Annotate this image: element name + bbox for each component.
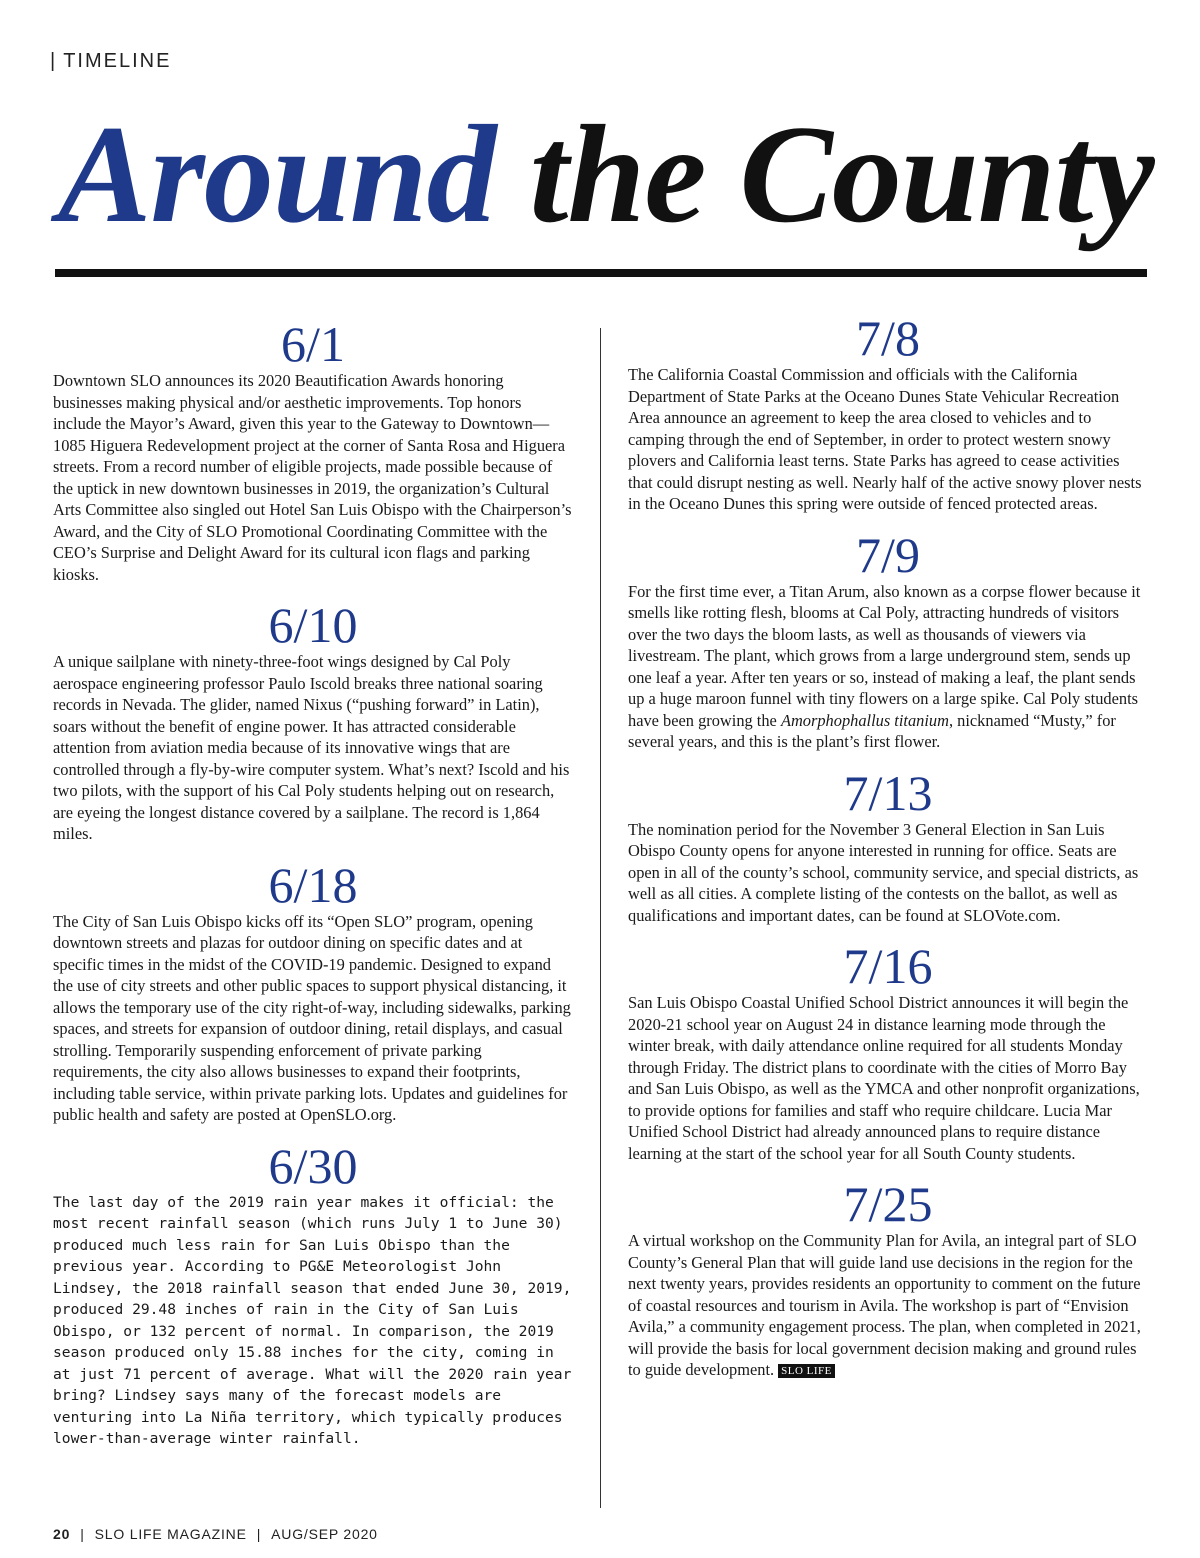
entry-date: 7/16 — [843, 938, 933, 994]
magazine-name: SLO LIFE MAGAZINE — [94, 1526, 247, 1542]
entry-date: 6/18 — [268, 856, 358, 913]
entry-date: 7/9 — [856, 526, 920, 583]
section-bar: | — [50, 50, 56, 72]
entry-text: The City of San Luis Obispo kicks off its “Open SLO” program, opening downtown streets and plazas for outdoor dining on specific dates and at specific times in the midst of the COVID-19 pandemic. Designed to expand the use of city streets and other public spaces to support physical distancing, it allows the temporary use of the city right-of-way, including sidewalks, parking spaces, and streets for expansion of outdoor dining, retail displays, and casual strolling. Temporarily suspending enforcement of private parking requirements, the city also allows businesses to expand their footprints, including table service, within private parking lots. Updates and guidelines for public health and safety are posted at OpenSLO.org. — [53, 911, 571, 1124]
timeline-entry-7-16 — [628, 940, 1148, 1164]
section-label-text: TIMELINE — [63, 50, 172, 72]
entry-text — [628, 581, 1148, 753]
timeline-entry-7-8 — [628, 312, 1148, 515]
entry-text-part: For the first time ever, a Titan Arum, also known as a corpse flower because it smells like rotting flesh, blooms at Cal Poly, attracting hundreds of visitors over the two days the bloom lasts, as well as thousands of viewers via livestream. The plant, which grows from a large underground stem, sends up one leaf a year. After ten years or so, instead of making a leaf, the plant sends up a huge maroon funnel with tiny flowers on a large spike. Cal Poly students have been growing the — [628, 581, 1141, 730]
entry-date: 6/10 — [268, 597, 358, 653]
timeline-entry-6-10 — [53, 599, 573, 845]
entry-date: 7/13 — [843, 764, 933, 821]
entry-text: The California Coastal Commission and officials with the California Department of State Parks at the Oceano Dunes State Vehicular Recreation Area announce an agreement to keep the area closed to vehicles and to camping through the end of September, in order to protect western snowy plovers and California least terns. State Parks has agreed to cease activities that could disrupt nesting as well. Nearly half of the active snowy plover nests in the Oceano Dunes this spring were outside of fenced protected areas. — [628, 365, 1142, 513]
timeline-entry-6-18 — [53, 856, 573, 1126]
entry-date: 7/8 — [856, 310, 920, 366]
page-footer — [53, 1526, 378, 1542]
entry-date: 6/30 — [268, 1137, 358, 1194]
title-rule — [55, 269, 1147, 277]
page-title-rest: the County — [529, 97, 1154, 252]
page-title-accent: Around — [58, 97, 496, 252]
timeline-entry-7-9 — [628, 526, 1148, 753]
timeline-entry-6-30 — [53, 1137, 573, 1450]
timeline-entry-7-13 — [628, 764, 1148, 927]
entry-text: The nomination period for the November 3 General Election in San Luis Obispo County opens for anyone interested in running for office. Seats are open in all of the county’s school, community service, and special districts, as well as all cities. A complete listing of the contests on the ballot, as well as qualifications and important dates, can be found at SLOVote.com. — [628, 819, 1139, 925]
entry-text — [628, 1230, 1148, 1381]
entry-text: Downtown SLO announces its 2020 Beautification Awards honoring businesses making physical and/or aesthetic improvements. Top honors include the Mayor’s Award, given this year to the Gateway to Downtown—1085 Higuera Redevelopment project at the corner of Santa Rosa and Higuera streets. From a record number of eligible projects, made possible because of the uptick in new downtown businesses in 2019, the organization’s Cultural Arts Committee also singled out Hotel San Luis Obispo with the Chairperson’s Award, and the City of SLO Promotional Coordinating Committee with the CEO’s Surprise and Delight Award for its cultural icon flags and parking kiosks. — [53, 371, 572, 584]
timeline-entry-6-1 — [53, 318, 573, 585]
entry-text: A unique sailplane with ninety-three-foot wings designed by Cal Poly aerospace engineering professor Paulo Iscold breaks three national soaring records in Nevada. The glider, named Nixus (“pushing forward” in Latin), soars without the benefit of engine power. It has attracted considerable attention from aviation media because of its innovative wings that are controlled through a fly-by-wire computer system. What’s next? Iscold and his two pilots, with the support of his Cal Poly students helping out on research, are eyeing the longest distance covered by a sailplane. The record is 1,864 miles. — [53, 652, 570, 843]
timeline-entry-7-25 — [628, 1178, 1148, 1381]
footer-separator: | — [80, 1526, 85, 1542]
entry-text: San Luis Obispo Coastal Unified School District announces it will begin the 2020-21 school year on August 24 in distance learning mode through the winter break, with daily attendance online required for all students Monday through Friday. The district plans to coordinate with the cities of Morro Bay and San Luis Obispo, as well as the YMCA and other nonprofit organizations, to provide options for families and staff who require childcare. Lucia Mar Unified School District had already announced plans to require distance learning at the start of the school year for all South County students. — [628, 993, 1140, 1163]
footer-separator: | — [256, 1526, 262, 1542]
entry-date: 7/25 — [843, 1176, 933, 1232]
page-title — [58, 90, 1154, 260]
page-number: 20 — [53, 1526, 71, 1542]
entry-text-part: A virtual workshop on the Community Plan for Avila, an integral part of SLO County’s General Plan that will guide land use decisions in the region for the next twenty years, provides residents an opportunity to comment on the future of coastal resources and tourism in Avila. The workshop is part of “Envision Avila,” a community engagement process. The plan, when completed in 2021, will provide the basis for local government decision making and ground rules to guide development. — [628, 1231, 1141, 1379]
species-name: Amorphophallus titanium — [780, 710, 949, 730]
end-mark-logo: SLO LIFE — [778, 1364, 835, 1378]
right-column — [628, 312, 1148, 1381]
column-divider — [600, 328, 601, 1508]
left-column — [53, 318, 573, 1450]
entry-date: 6/1 — [281, 316, 345, 372]
entry-text-part: , nicknamed “Musty,” for several years, and this is the plant’s first flower. — [628, 710, 1116, 751]
section-label — [50, 50, 171, 73]
entry-text: The last day of the 2019 rain year makes it official: the most recent rainfall season (which runs July 1 to June 30) produced much less rain for San Luis Obispo than the previous year. According to PG&E Meteorologist John Lindsey, the 2018 rainfall season that ended June 30, 2019, produced 29.48 inches of rain in the City of San Luis Obispo, or 132 percent of normal. In comparison, the 2019 season produced only 15.88 inches for the city, coming in at just 71 percent of average. What will the 2020 rain year bring? Lindsey says many of the forecast models are venturing into La Niña territory, which typically produces lower-than-average winter rainfall. — [53, 1193, 572, 1447]
issue-date: AUG/SEP 2020 — [271, 1526, 378, 1542]
